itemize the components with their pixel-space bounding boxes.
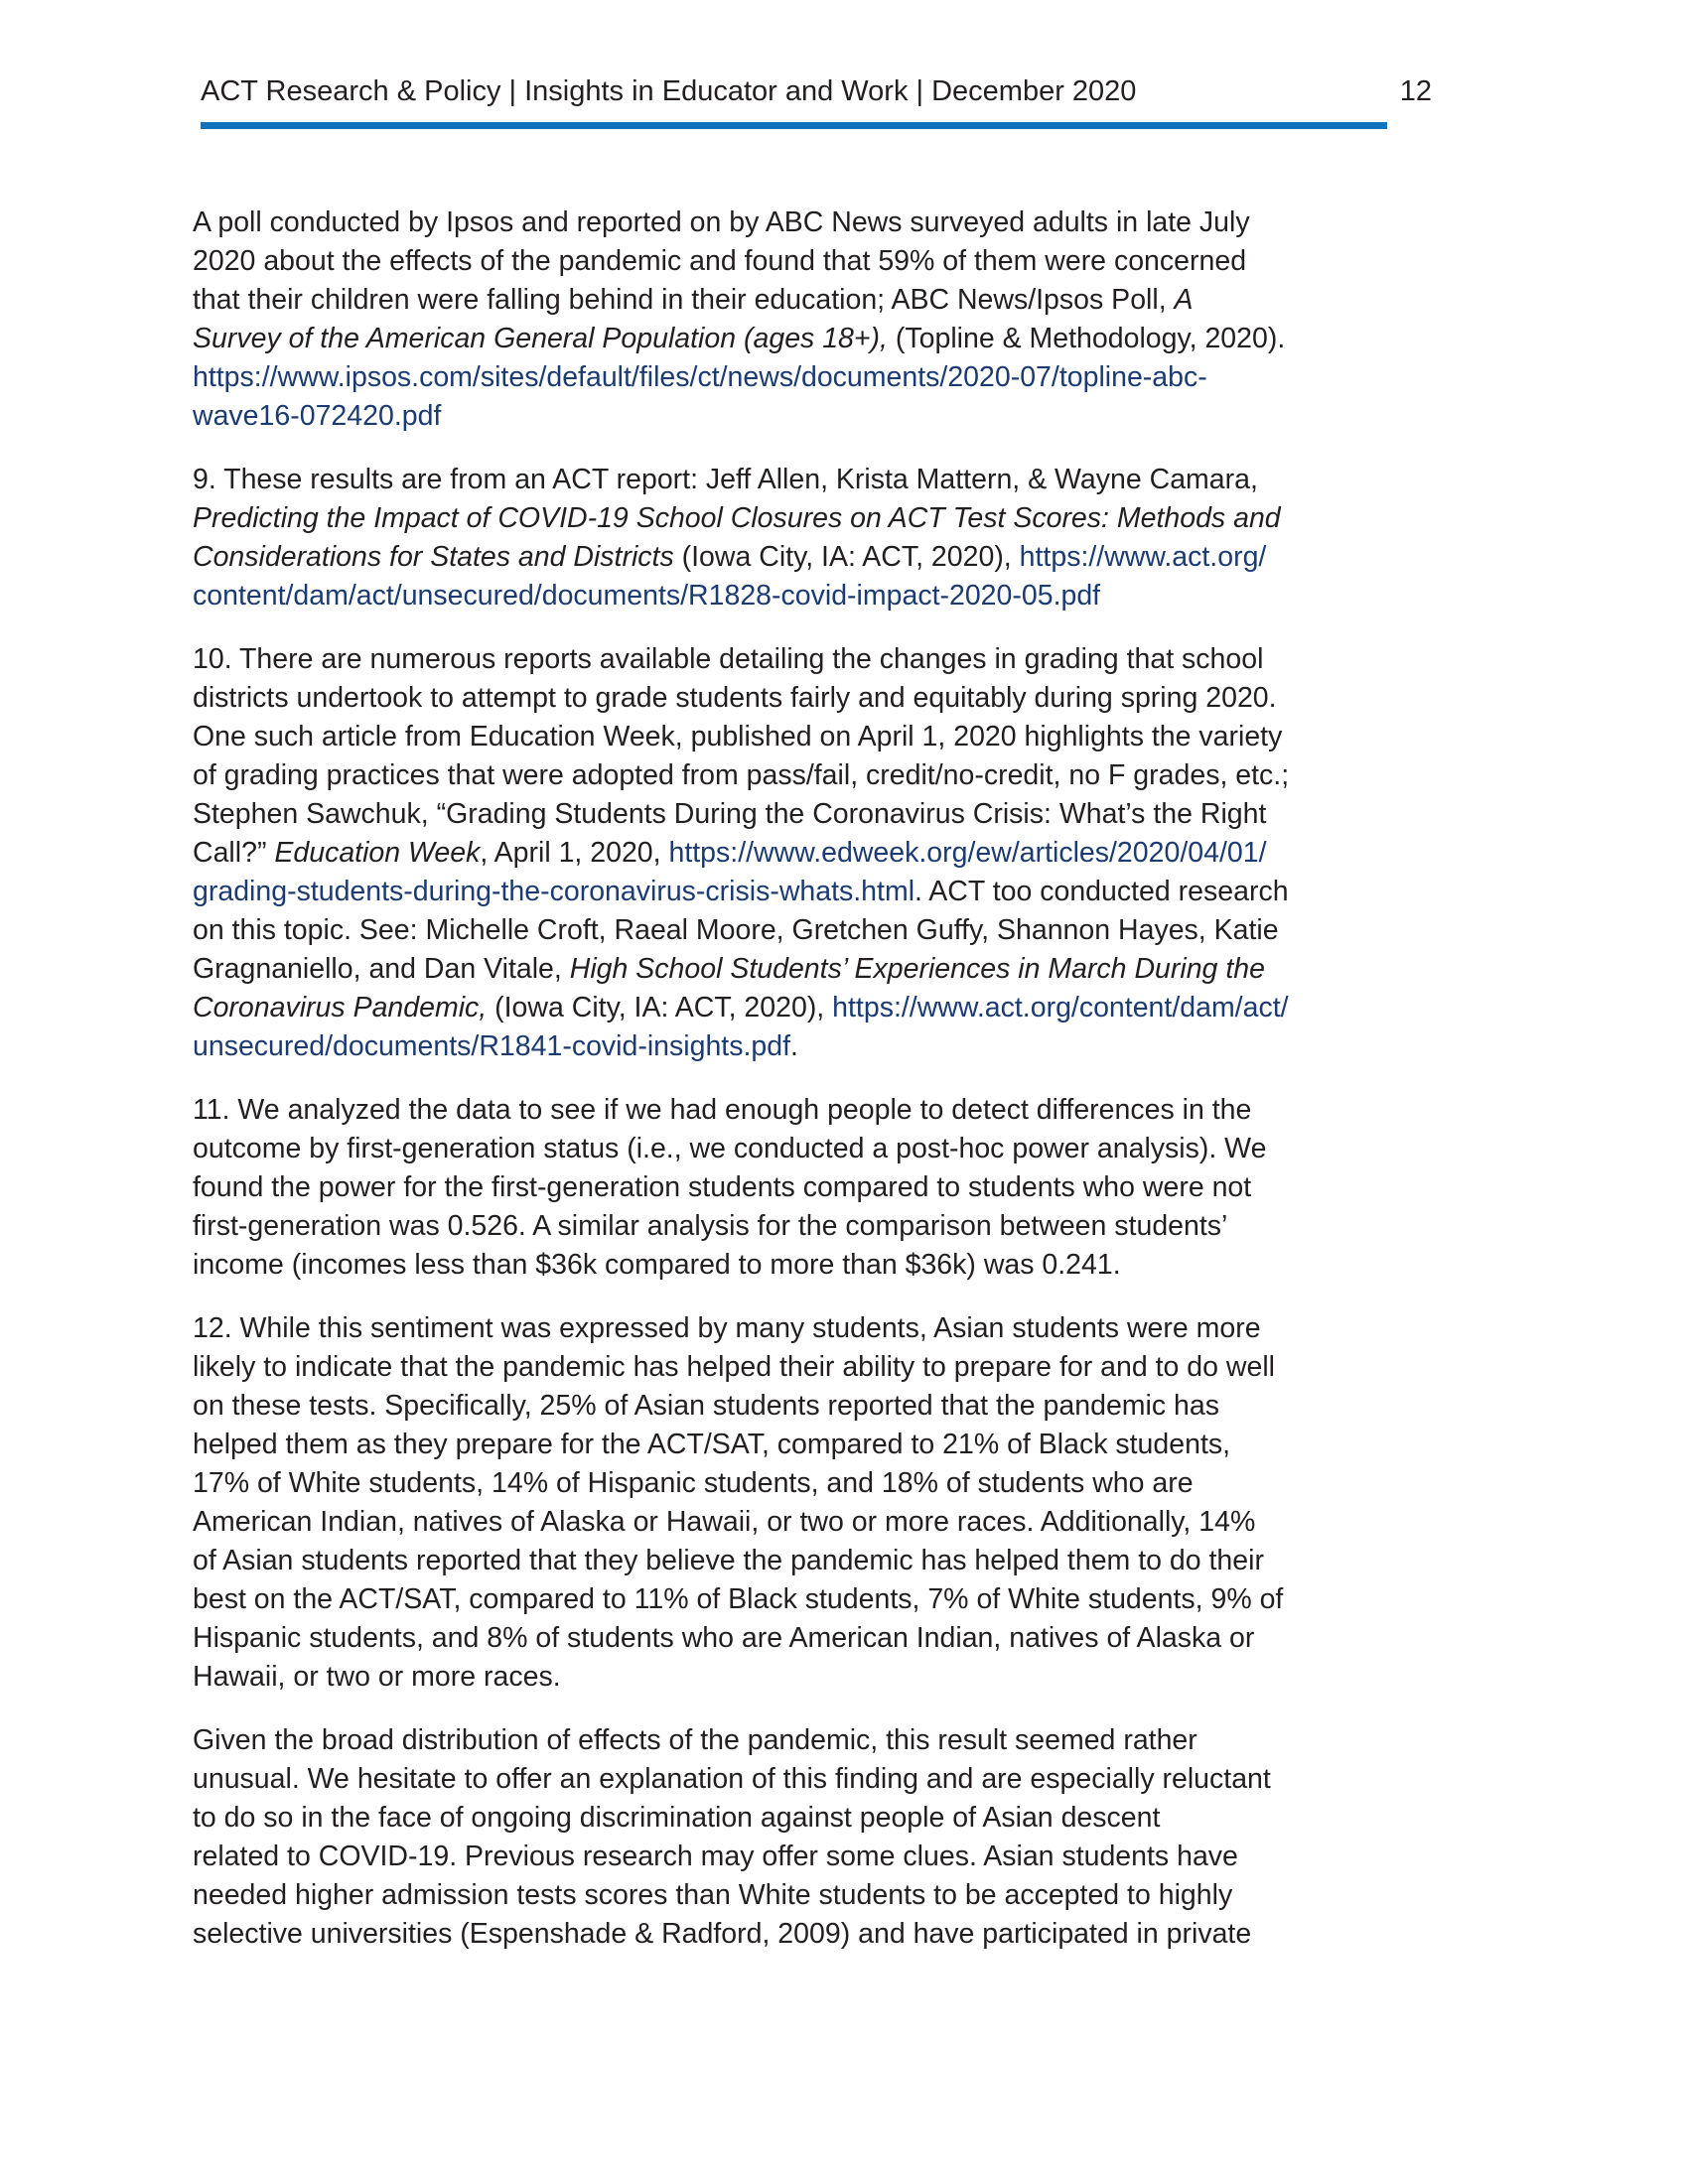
note-10 [193,640,1394,1066]
text-line: of Asian students reported that they believe the pandemic has helped them to do their [193,1545,1264,1576]
text-line: selective universities (Espenshade & Radford, 2009) and have participated in private [193,1918,1252,1950]
text-line [193,950,1394,989]
act-insights-link-cont[interactable]: unsecured/documents/R1841-covid-insights.pdf [193,1030,791,1062]
text-line: 11. We analyzed the data to see if we had enough people to detect differences in the [193,1094,1252,1126]
endnotes-body [193,204,1394,1979]
text-line: related to COVID-19. Previous research may offer some clues. Asian students have [193,1841,1238,1872]
text-line: helped them as they prepare for the ACT/SAT, compared to 21% of Black students, [193,1429,1231,1460]
text-line: first-generation was 0.526. A similar analysis for the comparison between students’ [193,1210,1228,1242]
note-12 [193,1309,1394,1697]
italic-title: Survey of the American General Population (ages 18+), [193,323,888,354]
act-report-link[interactable]: https://www.act.org/ [1019,541,1267,573]
text-line: to do so in the face of ongoing discrimination against people of Asian descent [193,1802,1161,1834]
edweek-link[interactable]: https://www.edweek.org/ew/articles/2020/04/01/ [668,837,1267,869]
text-line [193,834,1394,873]
text-line: unusual. We hesitate to offer an explanation of this finding and are especially reluctant [193,1763,1271,1795]
text-run: , April 1, 2020, [480,837,669,869]
text-line: 10. There are numerous reports available detailing the changes in grading that school [193,643,1264,675]
text-line: A poll conducted by Ipsos and reported on by ABC News surveyed adults in late July [193,206,1250,238]
text-line: 17% of White students, 14% of Hispanic students, and 18% of students who are [193,1467,1194,1499]
text-line [193,320,1394,358]
text-line [193,538,1394,577]
header-title: ACT Research & Policy | Insights in Educator and Work | December 2020 [201,75,1137,107]
ipsos-link[interactable]: https://www.ipsos.com/sites/default/files/ct/news/documents/2020-07/topline-abc- [193,361,1207,393]
text-line: districts undertook to attempt to grade students fairly and equitably during spring 2020. [193,682,1277,714]
ipsos-link-cont[interactable]: wave16-072420.pdf [193,400,442,432]
italic-title: A [1174,284,1194,316]
text-run: (Topline & Methodology, 2020). [887,323,1286,354]
text-line: Hawaii, or two or more races. [193,1661,561,1693]
note-12-discussion [193,1721,1394,1954]
text-line: American Indian, natives of Alaska or Hawaii, or two or more races. Additionally, 14% [193,1506,1256,1538]
text-line: 2020 about the effects of the pandemic and found that 59% of them were concerned [193,245,1247,277]
edweek-link-cont[interactable]: grading-students-during-the-coronavirus-crisis-whats.html [193,876,915,907]
text-line [193,281,1394,320]
text-line [193,989,1394,1027]
text-line: likely to indicate that the pandemic has helped their ability to prepare for and to do well [193,1351,1275,1383]
text-line: Hispanic students, and 8% of students who are American Indian, natives of Alaska or [193,1622,1255,1654]
text-run: (Iowa City, IA: ACT, 2020), [673,541,1020,573]
text-line: on these tests. Specifically, 25% of Asian students reported that the pandemic has [193,1390,1220,1422]
text-line: Stephen Sawchuk, “Grading Students During the Coronavirus Crisis: What’s the Right [193,798,1267,830]
text-line: One such article from Education Week, published on April 1, 2020 highlights the variety [193,721,1283,752]
text-run: . ACT too conducted research [914,876,1289,907]
note-8-continued [193,204,1394,436]
italic-title: Coronavirus Pandemic, [193,992,488,1024]
page-number: 12 [1399,75,1432,107]
text-run: (Iowa City, IA: ACT, 2020), [487,992,833,1024]
text-run: that their children were falling behind in their education; ABC News/Ipsos Poll, [193,284,1175,316]
italic-title: Education Week [274,837,481,869]
italic-title: Predicting the Impact of COVID-19 School Closures on ACT Test Scores: Methods and [193,502,1281,534]
text-line: 12. While this sentiment was expressed by many students, Asian students were more [193,1312,1261,1344]
text-line: best on the ACT/SAT, compared to 11% of Black students, 7% of White students, 9% of [193,1583,1284,1615]
text-line: outcome by first-generation status (i.e., we conducted a post-hoc power analysis). We [193,1133,1267,1164]
page-header [201,71,1432,111]
text-line [193,873,1394,911]
text-run: Call?” [193,837,275,869]
italic-title: Considerations for States and Districts [193,541,674,573]
header-rule [201,122,1387,129]
text-run: Gragnaniello, and Dan Vitale, [193,953,570,985]
text-line: Given the broad distribution of effects of the pandemic, this result seemed rather [193,1724,1197,1756]
act-insights-link[interactable]: https://www.act.org/content/dam/act/ [832,992,1289,1024]
text-line: needed higher admission tests scores than White students to be accepted to highly [193,1879,1233,1911]
text-line: of grading practices that were adopted from pass/fail, credit/no-credit, no F grades, etc.; [193,759,1290,791]
text-line: income (incomes less than $36k compared to more than $36k) was 0.241. [193,1249,1121,1281]
italic-title: High School Students’ Experiences in March During the [569,953,1265,985]
text-line: on this topic. See: Michelle Croft, Raeal Moore, Gretchen Guffy, Shannon Hayes, Katie [193,914,1279,946]
text-line: 9. These results are from an ACT report: Jeff Allen, Krista Mattern, & Wayne Camara, [193,464,1258,495]
act-report-link-cont[interactable]: content/dam/act/unsecured/documents/R1828-covid-impact-2020-05.pdf [193,580,1101,612]
text-line [193,1027,1394,1066]
text-line: found the power for the first-generation students compared to students who were not [193,1171,1252,1203]
note-11 [193,1091,1394,1285]
note-9 [193,461,1394,615]
text-run: . [790,1030,798,1062]
